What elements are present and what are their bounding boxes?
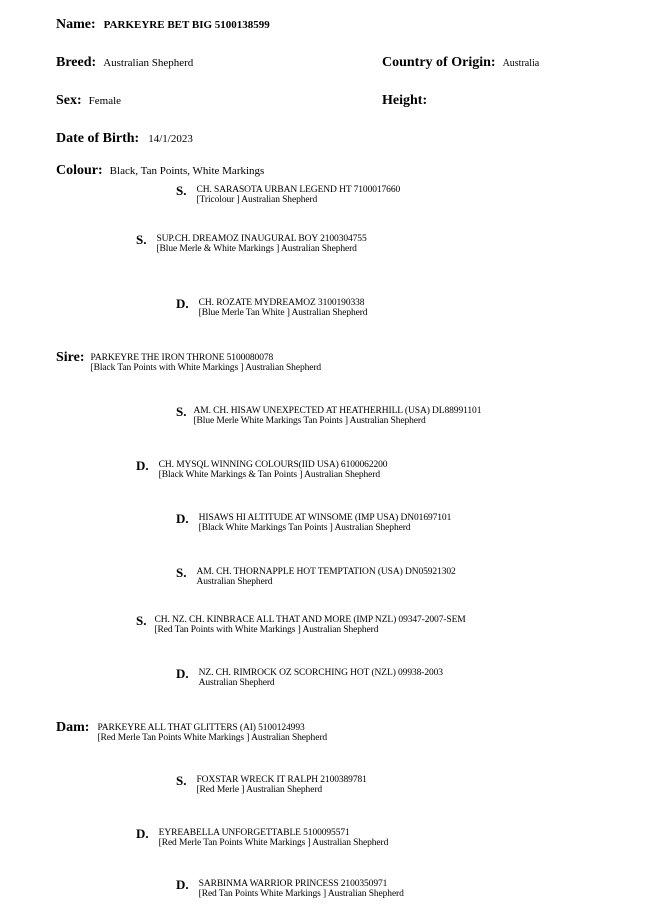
sex-value: Female — [88, 95, 122, 107]
ssd-name: CH. ROZATE MYDREAMOZ 3100190338 — [198, 298, 365, 308]
dds-entry — [176, 773, 367, 795]
ssd-desc: [Blue Merle Tan White ] Australian Shepherd — [198, 308, 368, 318]
dd-desc: [Red Merle Tan Points White Markings ] Australian Shepherd — [158, 838, 389, 848]
dds-desc: [Red Merle ] Australian Shepherd — [196, 785, 323, 795]
sds-desc: [Blue Merle White Markings Tan Points ] Australian Shepherd — [193, 416, 426, 426]
sdd-tag: D. — [176, 511, 189, 526]
dd-entry — [136, 826, 388, 848]
breed-row — [56, 53, 193, 71]
ddd-desc: [Red Tan Points White Markings ] Australian Shepherd — [198, 889, 404, 899]
sire-entry — [56, 350, 321, 373]
ss-entry — [136, 232, 367, 254]
ssd-entry — [176, 296, 367, 318]
height-label: Height: — [382, 93, 428, 108]
dsd-tag: D. — [176, 666, 189, 681]
dds-tag: S. — [176, 773, 187, 788]
height-row — [382, 91, 427, 109]
ds-tag: S. — [136, 613, 147, 628]
ddd-name: SARBINMA WARRIOR PRINCESS 2100350971 — [198, 879, 388, 889]
sex-row — [56, 91, 121, 109]
sd-name: CH. MYSQL WINNING COLOURS(IID USA) 6100062200 — [158, 460, 388, 470]
sire-tag: Sire: — [56, 350, 85, 365]
ss-desc: [Blue Merle & White Markings ] Australian Shepherd — [156, 244, 357, 254]
dds-name: FOXSTAR WRECK IT RALPH 2100389781 — [196, 775, 367, 785]
dam-name: PARKEYRE ALL THAT GLITTERS (AI) 5100124993 — [97, 723, 305, 733]
ss-name: SUP.CH. DREAMOZ INAUGURAL BOY 2100304755 — [156, 234, 367, 244]
dd-name: EYREABELLA UNFORGETTABLE 5100095571 — [158, 828, 350, 838]
ds-name: CH. NZ. CH. KINBRACE ALL THAT AND MORE (IMP NZL) 09347-2007-SEM — [154, 615, 466, 625]
origin-value: Australia — [502, 58, 540, 69]
ssd-tag: D. — [176, 296, 189, 311]
sd-entry — [136, 458, 387, 480]
sss-desc: [Tricolour ] Australian Shepherd — [196, 195, 318, 205]
sdd-desc: [Black White Markings Tan Points ] Australian Shepherd — [198, 523, 411, 533]
sds-tag: S. — [176, 404, 187, 419]
dss-name: AM. CH. THORNAPPLE HOT TEMPTATION (USA) DN05921302 — [196, 567, 456, 577]
sire-name: PARKEYRE THE IRON THRONE 5100080078 — [90, 353, 274, 363]
ss-tag: S. — [136, 232, 147, 247]
dss-desc: Australian Shepherd — [196, 577, 273, 587]
dsd-entry — [176, 666, 443, 688]
sss-entry — [176, 183, 400, 205]
sds-entry — [176, 404, 481, 426]
sss-name: CH. SARASOTA URBAN LEGEND HT 7100017660 — [196, 185, 401, 195]
sds-name: AM. CH. HISAW UNEXPECTED AT HEATHERHILL (USA) DL88991101 — [193, 406, 482, 416]
dob-value: 14/1/2023 — [148, 133, 193, 145]
dob-label: Date of Birth: — [56, 131, 140, 146]
colour-label: Colour: — [56, 163, 103, 178]
dd-tag: D. — [136, 826, 149, 841]
dam-tag: Dam: — [56, 720, 90, 735]
sex-label: Sex: — [56, 93, 82, 108]
breed-label: Breed: — [56, 55, 97, 70]
sd-tag: D. — [136, 458, 149, 473]
colour-row — [56, 161, 264, 179]
ddd-entry — [176, 877, 404, 899]
dss-tag: S. — [176, 565, 187, 580]
dss-entry — [176, 565, 456, 587]
colour-value: Black, Tan Points, White Markings — [109, 165, 265, 177]
name-value: PARKEYRE BET BIG 5100138599 — [103, 19, 270, 31]
dam-desc: [Red Merle Tan Points White Markings ] Australian Shepherd — [97, 733, 328, 743]
sdd-entry — [176, 511, 451, 533]
sss-tag: S. — [176, 183, 187, 198]
ds-desc: [Red Tan Points with White Markings ] Australian Shepherd — [154, 625, 379, 635]
dsd-name: NZ. CH. RIMROCK OZ SCORCHING HOT (NZL) 09938-2003 — [198, 668, 443, 678]
breed-value: Australian Shepherd — [103, 57, 194, 69]
name-row — [56, 15, 270, 33]
sdd-name: HISAWS HI ALTITUDE AT WINSOME (IMP USA) DN01697101 — [198, 513, 452, 523]
sd-desc: [Black White Markings & Tan Points ] Australian Shepherd — [158, 470, 380, 480]
origin-row — [382, 53, 539, 71]
dob-row — [56, 129, 193, 147]
ddd-tag: D. — [176, 877, 189, 892]
dam-entry — [56, 720, 327, 743]
origin-label: Country of Origin: — [382, 55, 496, 70]
name-label: Name: — [56, 17, 96, 32]
ds-entry — [136, 613, 466, 635]
sire-desc: [Black Tan Points with White Markings ] Australian Shepherd — [90, 363, 322, 373]
dsd-desc: Australian Shepherd — [198, 678, 275, 688]
